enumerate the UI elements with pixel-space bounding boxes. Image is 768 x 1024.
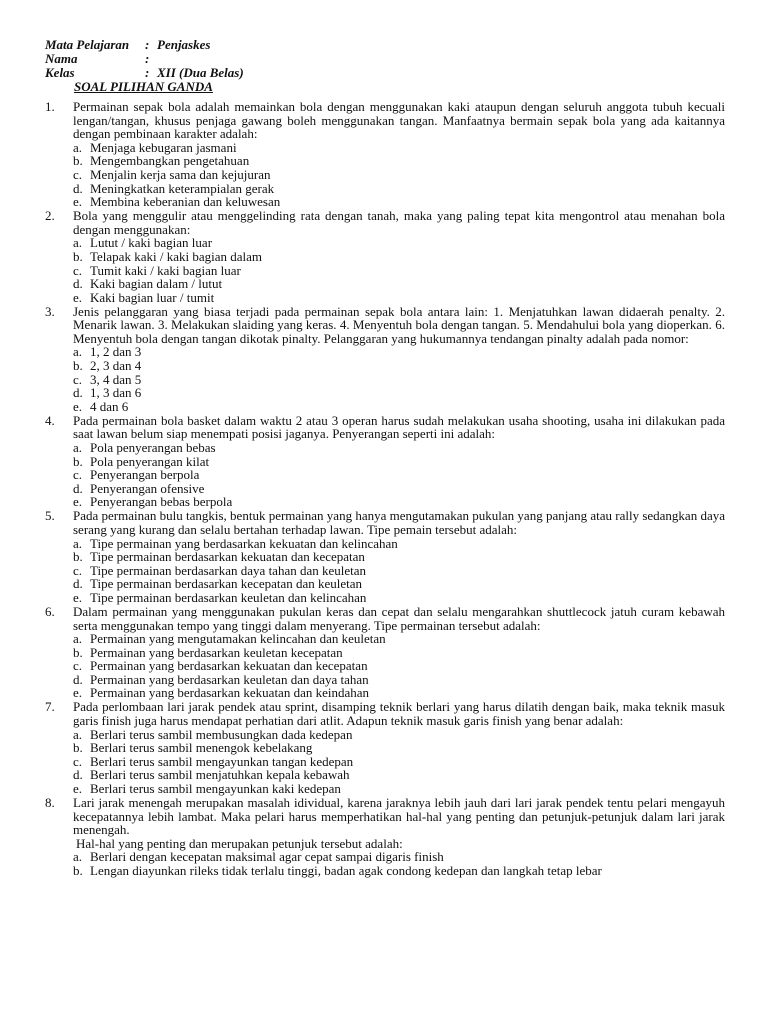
header-colon: :: [145, 65, 150, 81]
answer-option: [73, 577, 725, 591]
answer-option: [73, 359, 725, 373]
question-number: 7.: [45, 699, 55, 715]
option-letter: a.: [73, 235, 83, 251]
answer-option: [73, 400, 725, 414]
option-letter: b.: [73, 453, 83, 469]
option-letter: a.: [73, 344, 83, 360]
option-letter: e.: [73, 494, 83, 510]
answer-option: [73, 386, 725, 400]
section-title: SOAL PILIHAN GANDA: [74, 79, 213, 94]
answer-option: [73, 850, 725, 864]
option-text: Kaki bagian dalam / lutut: [90, 276, 223, 292]
option-letter: e.: [73, 589, 83, 605]
option-text: Penyerangan bebas berpola: [90, 494, 233, 510]
question-item: [45, 700, 725, 795]
answer-option: [73, 782, 725, 796]
option-letter: c.: [73, 262, 83, 278]
question-item: [45, 796, 725, 878]
answer-option: [73, 195, 725, 209]
question-text: Dalam permainan yang menggunakan pukulan keras dan cepat dan selalu mengarahkan shuttlecock jatuh curam kebawah serta menggunakan tempo yang tinggi dalam menyerang. Tipe permainan tersebut adalah:: [73, 603, 725, 633]
option-text: Tipe permainan berdasarkan kekuatan dan kecepatan: [90, 549, 365, 565]
option-text: Menjalin kerja sama dan kejujuran: [90, 166, 271, 182]
question-body: [73, 414, 725, 509]
answer-option: [73, 455, 725, 469]
question-text: Permainan sepak bola adalah memainkan bola dengan menggunakan kaki ataupun dengan seluruh anggota tubuh kecuali lengan/tangan, khusus penjaga gawang boleh menggunakan tangan. Manfaatnya bermain sepak bola yang ada kaitannya dengan pembinaan karakter adalah:: [73, 99, 725, 142]
option-letter: e.: [73, 289, 83, 305]
answer-option: [73, 564, 725, 578]
option-text: Mengembangkan pengetahuan: [90, 153, 250, 169]
option-letter: c.: [73, 166, 83, 182]
option-letter: a.: [73, 631, 83, 647]
answer-option: [73, 728, 725, 742]
option-letter: c.: [73, 371, 83, 387]
question-number: 8.: [45, 795, 55, 811]
option-text: 3, 4 dan 5: [90, 371, 142, 387]
option-letter: b.: [73, 740, 83, 756]
document-header: [45, 38, 244, 81]
question-item: [45, 100, 725, 209]
answer-option: [73, 141, 725, 155]
answer-option: [73, 373, 725, 387]
answer-option: [73, 646, 725, 660]
question-number: 1.: [45, 99, 55, 114]
answer-option: [73, 537, 725, 551]
option-letter: c.: [73, 658, 83, 674]
option-letter: e.: [73, 781, 83, 797]
option-letter: b.: [73, 358, 83, 374]
option-text: Penyerangan ofensive: [90, 480, 205, 496]
question-number: 6.: [45, 603, 55, 619]
option-letter: b.: [73, 549, 83, 565]
option-letter: a.: [73, 139, 83, 155]
option-text: Berlari dengan kecepatan maksimal agar cepat sampai digaris finish: [90, 849, 444, 865]
option-letter: b.: [73, 644, 83, 660]
header-label: Mata Pelajaran: [45, 37, 130, 52]
option-text: Lutut / kaki bagian luar: [90, 235, 213, 251]
option-letter: c.: [73, 753, 83, 769]
question-body: [73, 100, 725, 209]
option-letter: d.: [73, 180, 83, 196]
option-text: Berlari terus sambil mengayunkan kaki kedepan: [90, 781, 341, 797]
option-text: Menjaga kebugaran jasmani: [90, 139, 237, 155]
question-body: [73, 796, 725, 878]
option-text: Tipe permainan berdasarkan kecepatan dan keuletan: [90, 576, 363, 592]
option-text: Telapak kaki / kaki bagian dalam: [90, 248, 262, 264]
answer-option: [73, 550, 725, 564]
question-item: [45, 605, 725, 700]
option-letter: d.: [73, 767, 83, 783]
option-text: Permainan yang berdasarkan kekuatan dan kecepatan: [90, 658, 368, 674]
question-item: [45, 509, 725, 604]
option-text: 2, 3 dan 4: [90, 358, 142, 374]
question-body: [73, 605, 725, 700]
question-text: Bola yang menggulir atau menggelinding rata dengan tanah, maka yang paling tepat kita mengontrol atau menahan bola dengan menggunakan:: [73, 208, 725, 237]
option-text: Permainan yang berdasarkan kekuatan dan keindahan: [90, 685, 370, 701]
answer-option: [73, 236, 725, 250]
answer-option: [73, 864, 725, 878]
header-colon: :: [145, 51, 150, 67]
option-letter: d.: [73, 276, 83, 292]
option-letter: e.: [73, 685, 83, 701]
option-text: Lengan diayunkan rileks tidak terlalu tinggi, badan agak condong kedepan dan langkah tetap lebar: [90, 862, 602, 878]
option-letter: b.: [73, 153, 83, 169]
option-letter: a.: [73, 535, 83, 551]
question-item: [45, 305, 725, 414]
answer-option: [73, 741, 725, 755]
answer-option: [73, 482, 725, 496]
question-text: Lari jarak menengah merupakan masalah idividual, karena jaraknya lebih jauh dari lari jarak pendek tentu pelari mengayuh kecepatannya lebih lambat. Maka pelari harus memperhatikan hal-hal yang penting dan petunjuk-petunjuk dalam lari jarak menengah.: [73, 795, 725, 838]
question-number: 3.: [45, 303, 55, 319]
answer-option: [73, 632, 725, 646]
option-letter: c.: [73, 467, 83, 483]
answer-option: [73, 441, 725, 455]
answer-option: [73, 182, 725, 196]
option-text: Kaki bagian luar / tumit: [90, 289, 215, 305]
option-text: 1, 2 dan 3: [90, 344, 142, 360]
option-text: Tumit kaki / kaki bagian luar: [90, 262, 241, 278]
option-text: Berlari terus sambil mengayunkan tangan kedepan: [90, 753, 354, 769]
answer-option: [73, 686, 725, 700]
header-row-subject: [45, 38, 244, 52]
option-letter: d.: [73, 385, 83, 401]
option-letter: a.: [73, 849, 83, 865]
option-text: Berlari terus sambil membusungkan dada kedepan: [90, 726, 353, 742]
answer-option: [73, 345, 725, 359]
question-body: [73, 209, 725, 304]
question-body: [73, 305, 725, 414]
option-text: Meningkatkan keterampialan gerak: [90, 180, 275, 196]
header-label: Kelas: [45, 65, 75, 81]
option-text: Berlari terus sambil menjatuhkan kepala kebawah: [90, 767, 350, 783]
option-text: Pola penyerangan kilat: [90, 453, 210, 469]
answer-option: [73, 250, 725, 264]
answer-option: [73, 468, 725, 482]
header-value: XII (Dua Belas): [157, 65, 244, 81]
answer-option: [73, 291, 725, 305]
option-text: Permainan yang berdasarkan keuletan dan daya tahan: [90, 671, 369, 687]
question-text: Pada perlombaan lari jarak pendek atau sprint, disamping teknik berlari yang harus dilatih dengan baik, maka teknik masuk garis finish juga harus mendapat perhatian dari atlit. Adapun teknik masuk garis finish yang benar adalah:: [73, 699, 725, 729]
question-body: [73, 700, 725, 795]
option-text: Berlari terus sambil menengok kebelakang: [90, 740, 313, 756]
question-text: Jenis pelanggaran yang biasa terjadi pada permainan sepak bola antara lain: 1. Menjatuhkan lawan didaerah penalty. 2. Menarik lawan. 3. Melakukan slaiding yang keras. 4. Menyentuh bola dengan tangan. 5. Mendahului bola yang dioperkan. 6. Menyentuh bola dengan tangan dikotak pinalty. Pelanggaran yang hukumannya tendangan pinalty adalah pada nomor:: [73, 303, 725, 346]
question-number: 2.: [45, 208, 55, 224]
answer-option: [73, 591, 725, 605]
header-colon: :: [145, 37, 150, 52]
question-list: [45, 100, 725, 878]
option-letter: e.: [73, 194, 83, 210]
question-body: [73, 509, 725, 604]
question-number: 5.: [45, 508, 55, 524]
answer-option: [73, 264, 725, 278]
answer-option: [73, 495, 725, 509]
option-letter: c.: [73, 562, 83, 578]
header-row-name: [45, 52, 244, 66]
option-text: 4 dan 6: [90, 398, 129, 414]
question-item: [45, 209, 725, 304]
option-text: Permainan yang berdasarkan keuletan kecepatan: [90, 644, 343, 660]
answer-option: [73, 673, 725, 687]
option-letter: d.: [73, 576, 83, 592]
option-letter: a.: [73, 440, 83, 456]
header-label: Nama: [45, 51, 78, 67]
option-letter: b.: [73, 248, 83, 264]
header-value: Penjaskes: [157, 37, 211, 52]
option-text: Permainan yang mengutamakan kelincahan dan keuletan: [90, 631, 386, 647]
option-letter: e.: [73, 398, 83, 414]
option-letter: b.: [73, 862, 83, 878]
option-text: Tipe permainan berdasarkan daya tahan dan keuletan: [90, 562, 367, 578]
answer-option: [73, 659, 725, 673]
option-text: Tipe permainan berdasarkan keuletan dan kelincahan: [90, 589, 367, 605]
answer-option: [73, 168, 725, 182]
answer-option: [73, 755, 725, 769]
question-subtext: Hal-hal yang penting dan merupakan petunjuk tersebut adalah:: [76, 835, 403, 851]
option-text: Pola penyerangan bebas: [90, 440, 216, 456]
answer-option: [73, 768, 725, 782]
option-text: 1, 3 dan 6: [90, 385, 142, 401]
option-letter: d.: [73, 480, 83, 496]
answer-option: [73, 277, 725, 291]
question-number: 4.: [45, 412, 55, 428]
option-text: Penyerangan berpola: [90, 467, 200, 483]
question-text: Pada permainan bulu tangkis, bentuk permainan yang hanya mengutamakan pukulan yang panjang atau rally sedangkan daya serang yang kurang dan selalu bertahan terhadap lawan. Tipe pemain tersebut adalah:: [73, 508, 725, 537]
option-letter: d.: [73, 671, 83, 687]
question-text: Pada permainan bola basket dalam waktu 2 atau 3 operan harus sudah melakukan usaha shooting, usaha ini dilakukan pada saat lawan belum siap menempati posisi jaganya. Penyerangan seperti ini adalah:: [73, 412, 725, 442]
question-item: [45, 414, 725, 509]
option-text: Tipe permainan yang berdasarkan kekuatan dan kelincahan: [90, 535, 398, 551]
option-letter: a.: [73, 726, 83, 742]
option-text: Membina keberanian dan keluwesan: [90, 194, 281, 210]
answer-option: [73, 154, 725, 168]
